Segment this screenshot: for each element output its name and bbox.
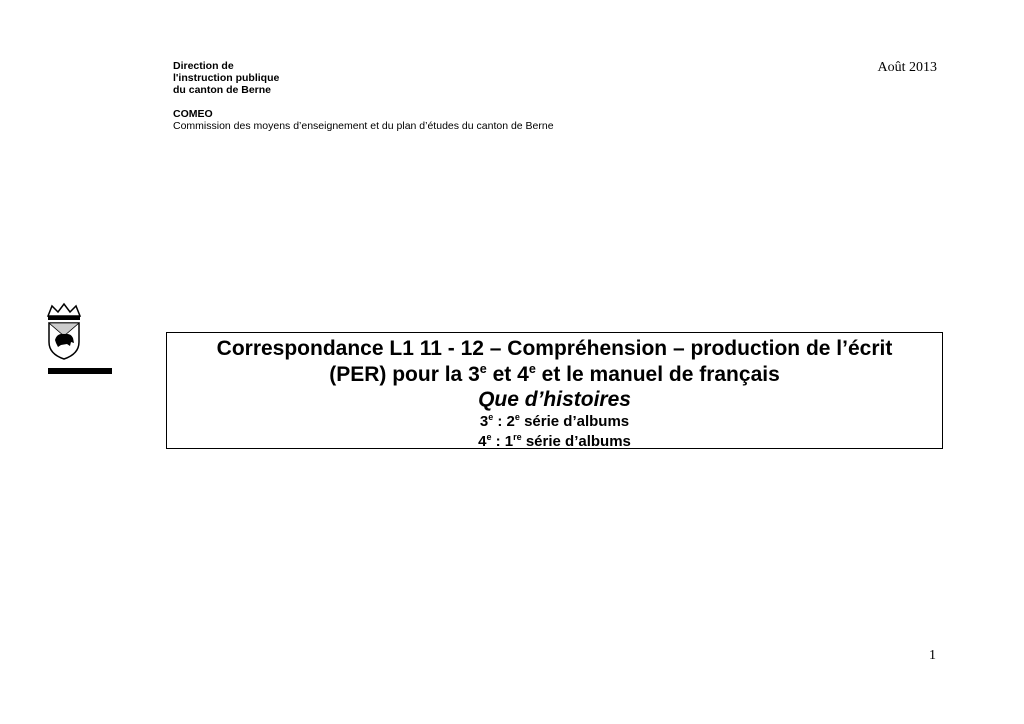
title-line-4-part-c: série d’albums bbox=[519, 413, 630, 430]
title-line-5-part-c: série d’albums bbox=[521, 433, 631, 450]
institution-line-2: l'instruction publique bbox=[173, 72, 280, 84]
title-line-4-sup-1: e bbox=[488, 412, 494, 422]
crest-bar bbox=[48, 368, 112, 374]
institution-line-3: du canton de Berne bbox=[173, 84, 272, 96]
institution-header bbox=[173, 60, 279, 96]
title-line-4-sup-2: e bbox=[514, 412, 520, 422]
title-line-3: Que d’histoires bbox=[478, 388, 631, 411]
title-line-2-part-a: (PER) pour la 3 bbox=[329, 363, 480, 386]
title-line-5-part-b: : 1 bbox=[491, 433, 514, 450]
comeo-subtitle: Commission des moyens d’enseignement et du plan d’études du canton de Berne bbox=[173, 120, 554, 132]
comeo-block bbox=[173, 108, 554, 132]
title-line-4 bbox=[167, 412, 942, 432]
title-line-5-sup-1: e bbox=[486, 432, 492, 442]
title-line-2-part-b: et 4 bbox=[486, 363, 529, 386]
title-line-2-sup-2: e bbox=[528, 362, 536, 376]
title-line-1: Correspondance L1 11 - 12 – Compréhension – production de l’écrit bbox=[216, 337, 893, 360]
page-number: 1 bbox=[929, 648, 936, 663]
title-line-5-part-a: 4 bbox=[478, 433, 487, 450]
title-line-2-sup-1: e bbox=[479, 362, 487, 376]
title-line-5 bbox=[167, 432, 942, 452]
title-line-2 bbox=[167, 362, 942, 388]
bern-crest-icon bbox=[44, 302, 84, 362]
comeo-title: COMEO bbox=[173, 108, 213, 120]
title-line-2-part-c: et le manuel de français bbox=[535, 363, 780, 386]
title-line-5-sup-2: re bbox=[513, 432, 522, 442]
title-line-4-part-a: 3 bbox=[479, 413, 489, 430]
institution-line-1: Direction de bbox=[173, 60, 234, 72]
document-date: Août 2013 bbox=[877, 60, 937, 75]
title-line-4-part-b: : 2 bbox=[493, 413, 515, 430]
title-box bbox=[166, 332, 943, 449]
